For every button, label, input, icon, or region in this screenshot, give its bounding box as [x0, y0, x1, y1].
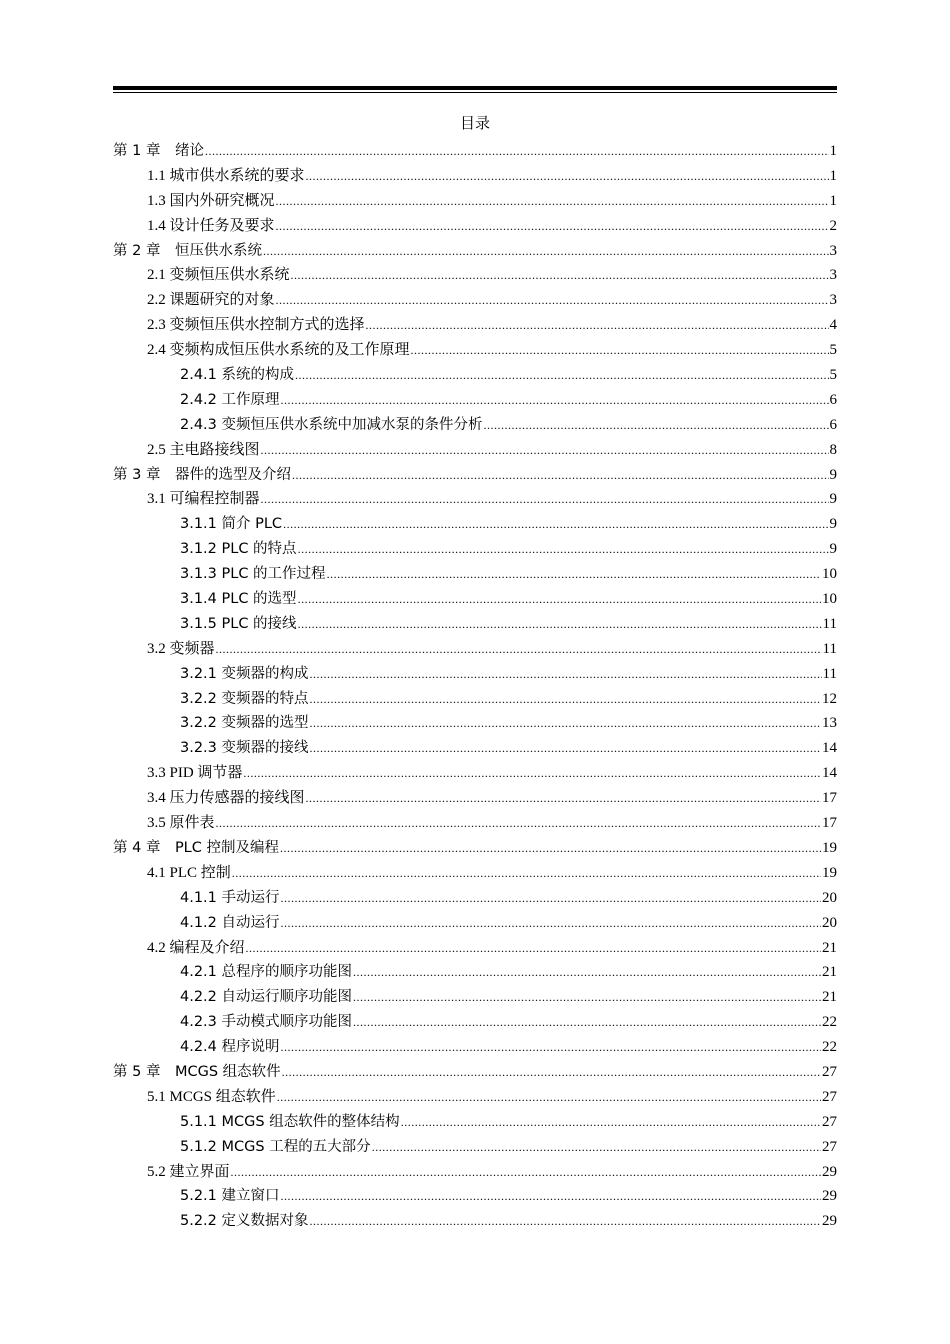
toc-entry-title: 4.2.2 自动运行顺序功能图 [180, 989, 353, 1006]
toc-entry[interactable] [113, 861, 837, 886]
toc-entry[interactable] [113, 786, 837, 811]
toc-entry-title: 3.5 原件表 [147, 815, 215, 832]
toc-entry-page-number: 27 [822, 1063, 837, 1080]
toc-entry-title: 2.2 课题研究的对象 [147, 292, 275, 309]
toc-entry-page-number: 22 [822, 1039, 837, 1056]
toc-entry[interactable] [113, 1060, 837, 1085]
toc-dot-leader [281, 916, 821, 931]
toc-entry-title: 4.2.1 总程序的顺序功能图 [180, 964, 353, 981]
toc-entry-title: 3.4 压力传感器的接线图 [147, 790, 305, 807]
toc-dot-leader [280, 841, 821, 856]
toc-entry-page-number: 1 [829, 192, 837, 209]
table-of-contents [113, 139, 837, 1234]
toc-entry[interactable] [113, 985, 837, 1010]
toc-entry-page-number: 2 [829, 217, 837, 234]
header-rule-thin [113, 92, 837, 93]
toc-entry-title: 第 4 章 PLC 控制及编程 [113, 839, 279, 856]
toc-dot-leader [295, 368, 828, 383]
toc-entry[interactable] [113, 886, 837, 911]
toc-dot-leader [261, 443, 829, 458]
toc-entry-title: 3.2.3 变频器的接线 [180, 740, 309, 757]
toc-dot-leader [298, 542, 829, 557]
toc-entry[interactable] [113, 1035, 837, 1060]
toc-dot-leader [310, 1214, 821, 1229]
toc-entry[interactable] [113, 1135, 837, 1160]
toc-entry-title: 4.1.2 自动运行 [180, 914, 280, 931]
toc-dot-leader [231, 1165, 821, 1180]
toc-dot-leader [292, 468, 829, 483]
toc-entry[interactable] [113, 1209, 837, 1234]
toc-entry-title: 3.3 PID 调节器 [147, 765, 243, 782]
toc-entry-title: 第 1 章 绪论 [113, 143, 204, 159]
toc-dot-leader [263, 244, 829, 259]
toc-entry-title: 3.2.2 变频器的特点 [180, 690, 309, 707]
toc-entry-title: 5.1 MCGS 组态软件 [147, 1088, 276, 1105]
toc-entry[interactable] [113, 711, 837, 736]
toc-entry[interactable] [113, 512, 837, 537]
toc-dot-leader [243, 766, 821, 781]
toc-entry[interactable] [113, 438, 837, 463]
toc-entry-title: 2.1 变频恒压供水系统 [147, 267, 290, 284]
toc-entry-title: 2.3 变频恒压供水控制方式的选择 [147, 317, 365, 334]
toc-dot-leader [298, 592, 821, 607]
toc-dot-leader [205, 144, 829, 159]
toc-entry-title: 2.5 主电路接线图 [147, 441, 260, 458]
toc-entry[interactable] [113, 463, 837, 488]
toc-dot-leader [282, 1065, 821, 1080]
toc-entry-page-number: 4 [829, 317, 837, 334]
header-rule-thick [113, 86, 837, 90]
toc-entry[interactable] [113, 960, 837, 985]
toc-entry-title: 1.3 国内外研究概况 [147, 192, 275, 209]
toc-dot-leader [310, 741, 821, 756]
toc-entry-page-number: 10 [822, 566, 837, 583]
toc-dot-leader [261, 492, 829, 507]
toc-dot-leader [310, 692, 821, 707]
toc-dot-leader [277, 1090, 821, 1105]
toc-entry[interactable] [113, 736, 837, 761]
toc-entry[interactable] [113, 1184, 837, 1209]
toc-entry-page-number: 3 [829, 292, 837, 309]
toc-entry-page-number: 11 [822, 665, 837, 682]
toc-entry-title: 4.1 PLC 控制 [147, 864, 231, 881]
toc-entry-title: 3.1.4 PLC 的选型 [180, 591, 297, 608]
toc-entry-title: 5.1.1 MCGS 组态软件的整体结构 [180, 1113, 400, 1130]
toc-entry[interactable] [113, 1010, 837, 1035]
toc-entry[interactable] [113, 313, 837, 338]
toc-entry-title: 2.4 变频构成恒压供水系统的及工作原理 [147, 342, 410, 359]
toc-entry-page-number: 29 [822, 1213, 837, 1230]
toc-dot-leader [327, 567, 821, 582]
toc-dot-leader [310, 716, 821, 731]
toc-dot-leader [276, 293, 829, 308]
toc-entry-page-number: 21 [822, 989, 837, 1006]
toc-entry[interactable] [113, 1085, 837, 1110]
toc-entry-page-number: 27 [822, 1138, 837, 1155]
toc-entry-title: 1.4 设计任务及要求 [147, 217, 275, 234]
toc-entry-page-number: 13 [822, 715, 837, 732]
toc-dot-leader [216, 642, 822, 657]
toc-entry[interactable] [113, 363, 837, 388]
toc-entry[interactable] [113, 587, 837, 612]
toc-entry-page-number: 14 [822, 740, 837, 757]
toc-dot-leader [281, 1040, 821, 1055]
toc-entry[interactable] [113, 836, 837, 861]
toc-entry-page-number: 3 [829, 267, 837, 284]
toc-entry-page-number: 5 [829, 342, 837, 359]
toc-entry[interactable] [113, 388, 837, 413]
toc-entry-page-number: 20 [822, 914, 837, 931]
toc-entry-page-number: 19 [822, 839, 837, 856]
toc-entry-title: 第 2 章 恒压供水系统 [113, 242, 262, 259]
toc-dot-leader [366, 318, 829, 333]
toc-entry[interactable] [113, 413, 837, 438]
toc-dot-leader [306, 169, 829, 184]
toc-entry-title: 3.2 变频器 [147, 640, 215, 657]
toc-dot-leader [283, 517, 828, 532]
toc-entry[interactable] [113, 662, 837, 687]
toc-entry-page-number: 5 [829, 367, 837, 384]
toc-dot-leader [484, 418, 829, 433]
toc-entry[interactable] [113, 288, 837, 313]
toc-entry[interactable] [113, 537, 837, 562]
toc-entry-page-number: 3 [829, 242, 837, 259]
toc-entry[interactable] [113, 1160, 837, 1185]
toc-entry-title: 2.4.2 工作原理 [180, 391, 280, 408]
toc-entry[interactable] [113, 164, 837, 189]
toc-dot-leader [411, 343, 829, 358]
toc-entry-title: 5.2 建立界面 [147, 1163, 230, 1180]
toc-entry-title: 3.1 可编程控制器 [147, 491, 260, 508]
toc-entry[interactable] [113, 338, 837, 363]
toc-entry-page-number: 1 [829, 143, 837, 159]
toc-entry-title: 第 5 章 MCGS 组态软件 [113, 1063, 281, 1080]
toc-entry[interactable] [113, 139, 837, 164]
toc-dot-leader [353, 990, 821, 1005]
toc-entry-title: 4.2.3 手动模式顺序功能图 [180, 1014, 353, 1031]
toc-entry[interactable] [113, 911, 837, 936]
toc-entry-page-number: 6 [829, 391, 837, 408]
toc-entry-title: 4.1.1 手动运行 [180, 889, 280, 906]
toc-entry-title: 5.2.1 建立窗口 [180, 1188, 280, 1205]
toc-dot-leader [372, 1140, 821, 1155]
toc-entry-page-number: 29 [822, 1163, 837, 1180]
toc-entry-page-number: 6 [829, 416, 837, 433]
toc-entry-title: 4.2 编程及介绍 [147, 939, 245, 956]
toc-entry-page-number: 11 [822, 615, 837, 632]
toc-entry-title: 4.2.4 程序说明 [180, 1039, 280, 1056]
toc-dot-leader [291, 268, 829, 283]
toc-entry-page-number: 1 [829, 167, 837, 184]
toc-entry-title: 3.1.5 PLC 的接线 [180, 615, 297, 632]
toc-entry-title: 5.2.2 定义数据对象 [180, 1213, 309, 1230]
toc-entry[interactable] [113, 936, 837, 961]
toc-entry-page-number: 21 [822, 939, 837, 956]
toc-entry-page-number: 19 [822, 864, 837, 881]
toc-dot-leader [310, 667, 822, 682]
toc-entry[interactable] [113, 687, 837, 712]
toc-dot-leader [281, 1189, 821, 1204]
toc-entry-title: 2.4.3 变频恒压供水系统中加减水泵的条件分析 [180, 416, 483, 433]
toc-dot-leader [246, 941, 821, 956]
toc-entry-page-number: 11 [822, 640, 837, 657]
toc-dot-leader [353, 965, 821, 980]
toc-entry[interactable] [113, 189, 837, 214]
toc-entry[interactable] [113, 761, 837, 786]
toc-entry-title: 3.2.2 变频器的选型 [180, 715, 309, 732]
toc-dot-leader [216, 816, 821, 831]
toc-dot-leader [276, 194, 829, 209]
toc-entry-title: 第 3 章 器件的选型及介绍 [113, 466, 291, 483]
toc-dot-leader [298, 617, 822, 632]
toc-entry-page-number: 9 [829, 466, 837, 483]
toc-entry-page-number: 12 [822, 690, 837, 707]
toc-entry[interactable] [113, 1110, 837, 1135]
toc-entry-title: 3.1.2 PLC 的特点 [180, 541, 297, 558]
toc-entry-page-number: 29 [822, 1188, 837, 1205]
toc-entry-title: 2.4.1 系统的构成 [180, 367, 295, 384]
toc-entry-title: 5.1.2 MCGS 工程的五大部分 [180, 1138, 371, 1155]
toc-entry-page-number: 17 [822, 815, 837, 832]
toc-entry[interactable] [113, 214, 837, 239]
toc-entry[interactable] [113, 562, 837, 587]
toc-entry-page-number: 17 [822, 790, 837, 807]
toc-dot-leader [276, 219, 829, 234]
toc-entry-page-number: 22 [822, 1014, 837, 1031]
toc-entry[interactable] [113, 487, 837, 512]
toc-entry-page-number: 8 [829, 441, 837, 458]
toc-entry[interactable] [113, 239, 837, 264]
toc-entry-page-number: 10 [822, 591, 837, 608]
toc-dot-leader [401, 1115, 821, 1130]
toc-entry-page-number: 9 [829, 516, 837, 533]
toc-entry-page-number: 27 [822, 1088, 837, 1105]
toc-entry-page-number: 20 [822, 889, 837, 906]
toc-entry-page-number: 9 [829, 541, 837, 558]
toc-entry-page-number: 27 [822, 1113, 837, 1130]
toc-entry-page-number: 14 [822, 765, 837, 782]
toc-entry-title: 3.2.1 变频器的构成 [180, 665, 309, 682]
toc-entry-title: 3.1.3 PLC 的工作过程 [180, 566, 326, 583]
toc-entry-title: 3.1.1 简介 PLC [180, 516, 283, 533]
toc-dot-leader [281, 393, 829, 408]
toc-entry[interactable] [113, 811, 837, 836]
toc-title: 目录 [459, 116, 490, 132]
toc-entry-page-number: 21 [822, 964, 837, 981]
toc-entry[interactable] [113, 263, 837, 288]
toc-dot-leader [306, 791, 821, 806]
toc-dot-leader [281, 891, 821, 906]
toc-entry-page-number: 9 [829, 491, 837, 508]
toc-dot-leader [353, 1015, 821, 1030]
toc-dot-leader [232, 866, 821, 881]
toc-entry[interactable] [113, 637, 837, 662]
toc-entry-title: 1.1 城市供水系统的要求 [147, 167, 305, 184]
toc-entry[interactable] [113, 612, 837, 637]
